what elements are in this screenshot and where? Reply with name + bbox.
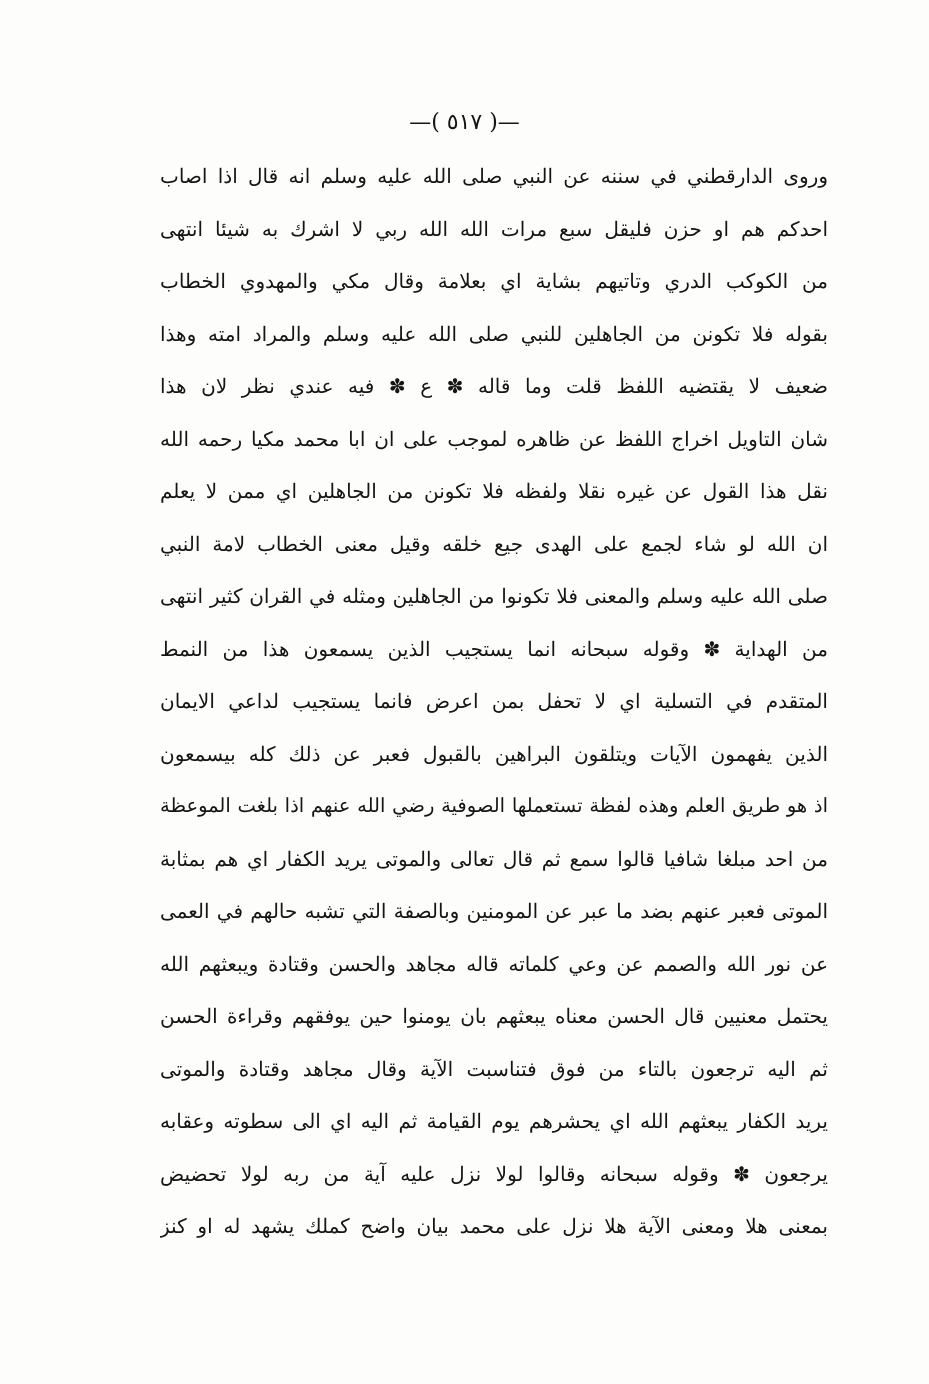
text-line: ان الله لو شاء لجمع على الهدى جيع خلقه وقيل معنى الخطاب لامة النبي <box>160 531 828 556</box>
text-line: يرجعون ✽ وقوله سبحانه وقالوا لولا نزل عليه آية من ربه لولا تحضيض <box>160 1161 828 1186</box>
text-line: ضعيف لا يقتضيه اللفظ قلت وما قاله ✽ ع ✽ فيه عندي نظر لان هذا <box>160 374 828 398</box>
text-line: بقوله فلا تكونن من الجاهلين للنبي صلى الله عليه وسلم والمراد امته وهذا <box>160 321 828 346</box>
text-line: شان التاويل اخراج اللفظ عن ظاهره لموجب على ان ابا محمد مكيا رحمه الله <box>160 426 828 451</box>
page-number: —( ٥١٧ )— <box>409 110 520 135</box>
text-line: احدكم هم او حزن فليقل سبع مرات الله الله ربي لا اشرك به شيئا انتهى <box>160 216 828 241</box>
text-line: اذ هو طريق العلم وهذه لفظة تستعملها الصوفية رضي الله عنهم اذا بلغت الموعظة <box>160 794 828 817</box>
text-line: عن نور الله والصمم عن وعي كلماته قاله مجاهد والحسن وقتادة ويبعثهم الله <box>160 951 828 976</box>
text-line: يريد الكفار يبعثهم الله اي يحشرهم يوم القيامة ثم اليه اي الى سطوته وعقابه <box>160 1109 828 1133</box>
text-line: المتقدم في التسلية اي لا تحفل بمن اعرض فانما يستجيب لداعي الايمان <box>160 689 828 713</box>
text-line: صلى الله عليه وسلم والمعنى فلا تكونوا من الجاهلين ومثله في القران كثير انتهى <box>160 584 828 608</box>
text-block <box>160 150 828 1253</box>
text-line: الموتى فعبر عنهم بضد ما عبر عن المومنين وبالصفة التي تشبه حالهم في العمى <box>160 899 828 923</box>
text-line: بمعنى هلا ومعنى الآية هلا نزل على محمد بيان واضح كملك يشهد له او كنز <box>160 1214 828 1238</box>
text-line: من احد مبلغا شافيا قالوا سمع ثم قال تعالى والموتى يريد الكفار اي هم بمثابة <box>160 846 828 871</box>
text-line: نقل هذا القول عن غيره نقلا ولفظه فلا تكونن من الجاهلين اي ممن لا يعلم <box>160 479 828 503</box>
text-line: الذين يفهمون الآيات ويتلقون البراهين بالقبول فعبر عن ذلك كله بيسمعون <box>160 741 828 766</box>
text-line: يحتمل معنيين قال الحسن معناه يبعثهم بان يومنوا حين يوفقهم وقراءة الحسن <box>160 1004 828 1028</box>
text-line: من الهداية ✽ وقوله سبحانه انما يستجيب الذين يسمعون هذا من النمط <box>160 636 828 661</box>
text-line: من الكوكب الدري وتاتيهم بشاية اي بعلامة وقال مكي والمهدوي الخطاب <box>160 269 828 293</box>
text-line: وروى الدارقطني في سننه عن النبي صلى الله عليه وسلم انه قال اذا اصاب <box>160 164 828 188</box>
text-line: ثم اليه ترجعون بالتاء من فوق فتناسبت الآية وقال مجاهد وقتادة والموتى <box>160 1056 828 1081</box>
